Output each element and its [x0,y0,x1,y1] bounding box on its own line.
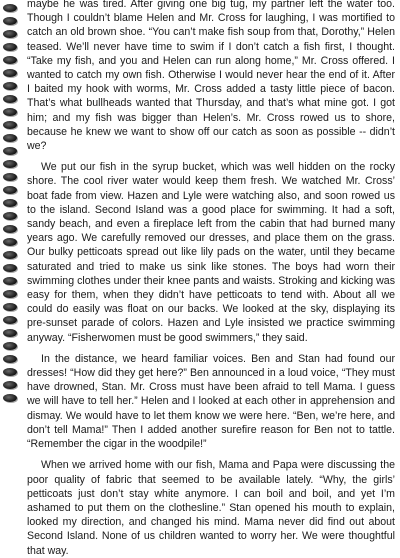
binding-ring [3,355,17,363]
binding-ring [3,186,17,194]
binding-ring [3,251,17,259]
binding-ring [3,56,17,64]
binding-ring [3,199,17,207]
story-page [27,0,395,557]
binding-ring [3,173,17,181]
binding-ring [3,4,17,12]
binding-ring [3,121,17,129]
binding-ring [3,290,17,298]
binding-ring [3,225,17,233]
story-paragraph: We put our fish in the syrup bucket, which was well hidden on the rocky shore. The cool river water would keep them fresh. We watched Mr. Cross’ boat fade from view. Hazen and Lyle were watching also, and soon rowed us to the island. Second Island was a good place for swimming. It had a soft, sandy beach, and even a fireplace left from the cabin that had burned many years ago. We carefully removed our dresses, and place them on the grass. Our bulky petticoats spread out like lily pads on the water, until they became saturated and tried to make us sink like stones. The boys had worn their swimming clothes under their knee pants and waists. Stroking and kicking was easy for them, when they didn’t have petticoats to tend with. About all we could do easily was float on our backs. We looked at the sky, displaying its pre-sunset parade of colors. Hazen and Lyle insisted we practice swimming anyway. “Fisherwomen must be good swimmers,” they said. [27,161,395,344]
binding-ring [3,303,17,311]
binding-ring [3,95,17,103]
binding-ring [3,134,17,142]
story-paragraph: When we arrived home with our fish, Mama and Papa were discussing the poor quality of fabric that seemed to be available lately. “Why, the girls’ petticoats just don’t stay white anymore. I can boil and boil, and yet I’m ashamed to put them on the clothesline.” Stan opened his mouth to explain, looked my direction, and changed his mind. Mama never did find out about Second Island. None of us children wanted to worry her. We were thoughtful that way. [27,459,395,557]
spiral-binding [0,0,22,400]
binding-ring [3,43,17,51]
binding-ring [3,147,17,155]
binding-ring [3,17,17,25]
binding-ring [3,381,17,389]
binding-ring [3,69,17,77]
binding-ring [3,264,17,272]
binding-ring [3,82,17,90]
binding-ring [3,329,17,337]
binding-ring [3,342,17,350]
binding-ring [3,160,17,168]
binding-ring [3,212,17,220]
binding-ring [3,394,17,402]
binding-ring [3,277,17,285]
binding-ring [3,316,17,324]
binding-ring [3,368,17,376]
binding-ring [3,30,17,38]
story-paragraph: maybe he was tired. After giving one big tug, my partner left the water too. Though I couldn’t blame Helen and Mr. Cross for laughing, I was mortified to catch an old brown shoe. “You can’t make fish soup from that, Dorothy,” Helen teased. We’ll never have time to swim if I don’t catch a fish first, I thought. “Take my fish, and you and Helen can run along home,” Mr. Cross offered. I wanted to catch my own fish. Otherwise I would never hear the end of it. After I baited my hook with worms, Mr. Cross added a tasty little piece of bacon. That’s what bullheads wanted that Thursday, and that’s what mine got. I got him; and my fish was bigger than Helen’s. Mr. Cross rowed us to shore, because he knew we want to show off our catch as soon as possible -- didn’t we? [27,0,395,153]
story-paragraph: In the distance, we heard familiar voices. Ben and Stan had found our dresses! “How did they get here?” Ben announced in a loud voice, “They must have drowned, Stan. Mr. Cross must have been afraid to tell Mama. I guess we will have to tell her.” Helen and I looked at each other in apprehension and dismay. We would have to let them know we were here. “Ben, we’re here, and don’t tell Mama!” Then I added another surefire reason for Ben not to tattle. “Remember the cigar in the woodpile!” [27,352,395,451]
binding-ring [3,108,17,116]
binding-ring [3,238,17,246]
